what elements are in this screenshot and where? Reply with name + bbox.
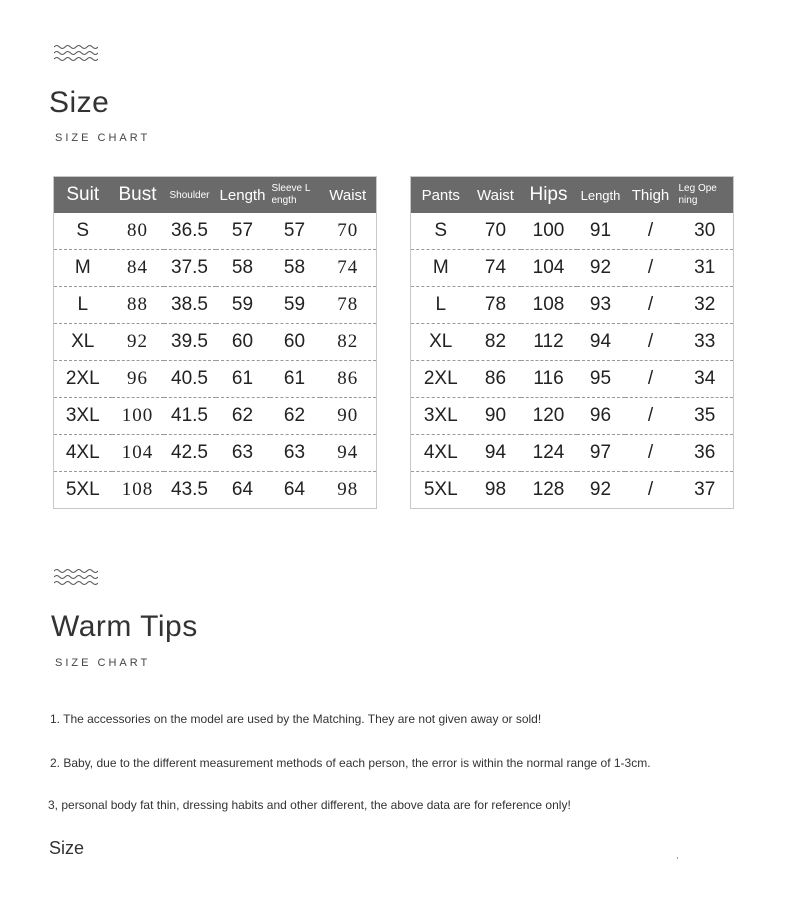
table-cell: L [411,287,471,324]
table-cell: 42.5 [164,435,216,472]
table-cell: 104 [112,435,164,472]
table-cell: 104 [521,250,577,287]
table-cell: 120 [521,398,577,435]
table-cell: S [411,213,471,250]
table-cell: 70 [471,213,521,250]
table-cell: 60 [270,324,320,361]
table-cell: XL [411,324,471,361]
table-row [411,213,734,250]
table-cell: 59 [216,287,270,324]
suit-header-suit: Suit [54,177,112,214]
tip-item-2: 2. Baby, due to the different measurement methods of each person, the error is within the normal range of 1-3cm. [50,756,651,770]
table-cell: 78 [320,287,377,324]
pants-header-length: Length [577,177,625,214]
pants-size-table [410,176,734,509]
pants-header-waist: Waist [471,177,521,214]
footer-size-label: Size [49,838,85,858]
table-cell: 90 [471,398,521,435]
table-cell: 74 [471,250,521,287]
table-cell: 74 [320,250,377,287]
table-cell: 61 [270,361,320,398]
table-cell: 37.5 [164,250,216,287]
table-cell: 98 [337,479,359,500]
table-row [411,250,734,287]
suit-header-shoulder: Shoulder [164,177,216,214]
table-cell: 63 [270,435,320,472]
table-cell: 38.5 [164,287,216,324]
table-cell: 90 [320,398,377,435]
suit-size-table [53,176,377,509]
table-cell: 62 [216,398,270,435]
table-cell: 31 [677,250,734,287]
table-cell: 108 [121,479,154,500]
table-cell: L [54,287,112,324]
table-cell: 91 [577,213,625,250]
table-row [411,435,734,472]
table-row [54,324,377,361]
table-cell: 3XL [54,398,112,435]
tip-item-1: 1. The accessories on the model are used by the Matching. They are not given away or sold! [50,712,542,726]
table-cell: 40.5 [164,361,216,398]
table-cell: 98 [484,479,507,500]
table-cell: 100 [521,213,577,250]
table-cell: 57 [216,213,270,250]
table-cell: 30 [677,213,734,250]
table-cell: / [625,435,677,472]
suit-header-bust: Bust [112,177,164,214]
table-cell: 36.5 [164,213,216,250]
size-subtitle: SIZE CHART [55,132,151,144]
table-cell: 95 [577,361,625,398]
table-cell: 112 [521,324,577,361]
table-cell: 34 [677,361,734,398]
table-cell: 82 [471,324,521,361]
table-cell: 62 [270,398,320,435]
table-cell: 35 [677,398,734,435]
table-row [54,398,377,435]
warm-tips-subtitle: SIZE CHART [55,657,151,669]
table-cell: 82 [320,324,377,361]
table-cell: 60 [216,324,270,361]
warm-tips-title: Warm Tips [51,610,198,643]
pants-header-row [411,177,734,214]
table-cell: M [411,250,471,287]
table-cell: 36 [677,435,734,472]
suit-header-row [54,177,377,214]
table-cell: 2XL [411,361,471,398]
table-cell: 4XL [411,435,471,472]
table-cell: 58 [270,250,320,287]
table-cell: 96 [112,361,164,398]
table-cell: 124 [521,435,577,472]
table-cell: 64 [283,479,306,500]
table-cell: 94 [577,324,625,361]
table-cell: 61 [216,361,270,398]
table-cell: 58 [216,250,270,287]
table-row [54,435,377,472]
table-row [54,287,377,324]
table-cell: 100 [112,398,164,435]
table-cell: 94 [320,435,377,472]
table-cell: / [647,479,654,500]
table-cell: 92 [577,250,625,287]
table-cell: 96 [577,398,625,435]
table-cell: 4XL [54,435,112,472]
suit-header-waist: Waist [320,177,377,214]
table-cell: / [625,250,677,287]
table-cell: 37 [694,479,716,500]
table-cell: 57 [270,213,320,250]
table-row [411,398,734,435]
table-row [54,361,377,398]
table-row [411,361,734,398]
table-cell: 64 [231,479,254,500]
table-cell: 5XL [423,479,458,500]
pants-header-leg-opening: Leg Ope ning [677,177,734,214]
wave-lines-icon [54,44,98,64]
table-cell: 80 [112,213,164,250]
table-cell: / [625,213,677,250]
size-title: Size [49,86,110,119]
table-cell: / [625,398,677,435]
table-cell: 59 [270,287,320,324]
table-cell: / [625,361,677,398]
table-cell: 33 [677,324,734,361]
table-cell: 5XL [65,479,100,500]
table-row [54,213,377,250]
table-cell: M [54,250,112,287]
table-cell: 88 [112,287,164,324]
table-cell: 78 [471,287,521,324]
table-cell: 108 [521,287,577,324]
table-cell: 70 [320,213,377,250]
table-cell: S [54,213,112,250]
table-cell: 32 [677,287,734,324]
table-row [54,472,377,509]
table-cell: 43.5 [171,479,208,500]
table-cell: 116 [521,361,577,398]
table-cell: 86 [471,361,521,398]
table-cell: 3XL [411,398,471,435]
pants-header-pants: Pants [411,177,471,214]
wave-lines-icon [54,568,98,588]
table-cell: 39.5 [164,324,216,361]
table-cell: 92 [112,324,164,361]
pants-header-hips: Hips [521,177,577,214]
table-cell: / [625,324,677,361]
footer-mark: , [676,850,679,860]
table-cell: / [625,287,677,324]
tip-item-3: 3, personal body fat thin, dressing habits and other different, the above data are for reference only! [48,798,571,812]
table-cell: 63 [216,435,270,472]
table-cell: 128 [532,479,565,500]
table-cell: 41.5 [164,398,216,435]
table-cell: 97 [577,435,625,472]
table-cell: 2XL [54,361,112,398]
table-cell: 86 [320,361,377,398]
table-cell: 92 [589,479,612,500]
table-cell: 93 [577,287,625,324]
table-row [411,472,734,509]
table-row [411,287,734,324]
table-row [411,324,734,361]
suit-header-length: Length [216,177,270,214]
table-cell: 94 [471,435,521,472]
pants-header-thigh: Thigh [625,177,677,214]
table-cell: 84 [112,250,164,287]
table-cell: XL [54,324,112,361]
suit-header-sleeve-length: Sleeve L ength [270,177,320,214]
table-row [54,250,377,287]
